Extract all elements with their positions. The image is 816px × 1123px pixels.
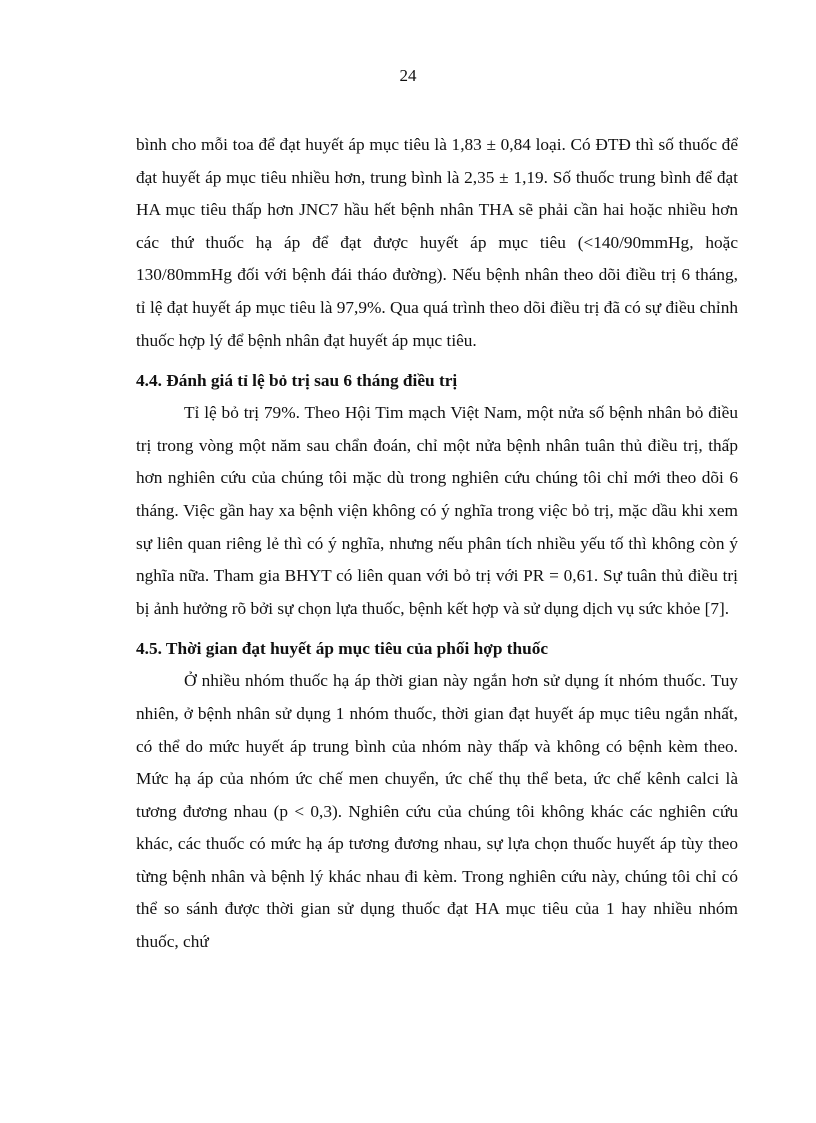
page-body	[136, 129, 738, 959]
section-paragraph: Tỉ lệ bỏ trị 79%. Theo Hội Tim mạch Việt Nam, một nửa số bệnh nhân bỏ điều trị trong vòng một năm sau chẩn đoán, chỉ một nửa bệnh nhân tuân thủ điều trị, thấp hơn nghiên cứu của chúng tôi mặc dù trong nghiên cứu chúng tôi chỉ mới theo dõi 6 tháng. Việc gần hay xa bệnh viện không có ý nghĩa trong việc bỏ trị, mặc dầu khi xem sự liên quan riêng lẻ thì có ý nghĩa, nhưng nếu phân tích nhiều yếu tố thì không còn ý nghĩa nữa. Tham gia BHYT có liên quan với bỏ trị với PR = 0,61. Sự tuân thủ điều trị bị ảnh hưởng rõ bởi sự chọn lựa thuốc, bệnh kết hợp và sử dụng dịch vụ sức khỏe [7].	[136, 403, 738, 618]
section-4-5	[136, 633, 738, 958]
section-paragraph: Ở nhiều nhóm thuốc hạ áp thời gian này ngắn hơn sử dụng ít nhóm thuốc. Tuy nhiên, ở bệnh nhân sử dụng 1 nhóm thuốc, thời gian đạt huyết áp mục tiêu ngắn nhất, có thể do mức huyết áp trung bình của nhóm này thấp và không có bệnh kèm theo. Mức hạ áp của nhóm ức chế men chuyển, ức chế thụ thể beta, ức chế kênh calci là tương đương nhau (p < 0,3). Nghiên cứu của chúng tôi không khác các nghiên cứu khác, các thuốc có mức hạ áp tương đương nhau, sự lựa chọn thuốc huyết áp tùy theo từng bệnh nhân và bệnh lý khác nhau đi kèm. Trong nghiên cứu này, chúng tôi chỉ có thể so sánh được thời gian sử dụng thuốc đạt HA mục tiêu của 1 hay nhiều nhóm thuốc, chứ	[136, 671, 738, 952]
page-number: 24	[399, 66, 417, 85]
section-4-4	[136, 365, 738, 625]
section-heading: 4.5. Thời gian đạt huyết áp mục tiêu của phối hợp thuốc	[136, 639, 549, 659]
intro-paragraph: bình cho mỗi toa để đạt huyết áp mục tiêu là 1,83 ± 0,84 loại. Có ĐTĐ thì số thuốc để đạt huyết áp mục tiêu nhiều hơn, trung bình là 2,35 ± 1,19. Số thuốc trung bình để đạt HA mục tiêu thấp hơn JNC7 hầu hết bệnh nhân THA sẽ phải cần hai hoặc nhiều hơn các thứ thuốc hạ áp để đạt được huyết áp mục tiêu (<140/90mmHg, hoặc 130/80mmHg đối với bệnh đái tháo đường). Nếu bệnh nhân theo dõi điều trị 6 tháng, tỉ lệ đạt huyết áp mục tiêu là 97,9%. Qua quá trình theo dõi điều trị đã có sự điều chỉnh thuốc hợp lý để bệnh nhân đạt huyết áp mục tiêu.	[136, 135, 738, 350]
section-heading: 4.4. Đánh giá tỉ lệ bỏ trị sau 6 tháng điều trị	[136, 371, 458, 391]
